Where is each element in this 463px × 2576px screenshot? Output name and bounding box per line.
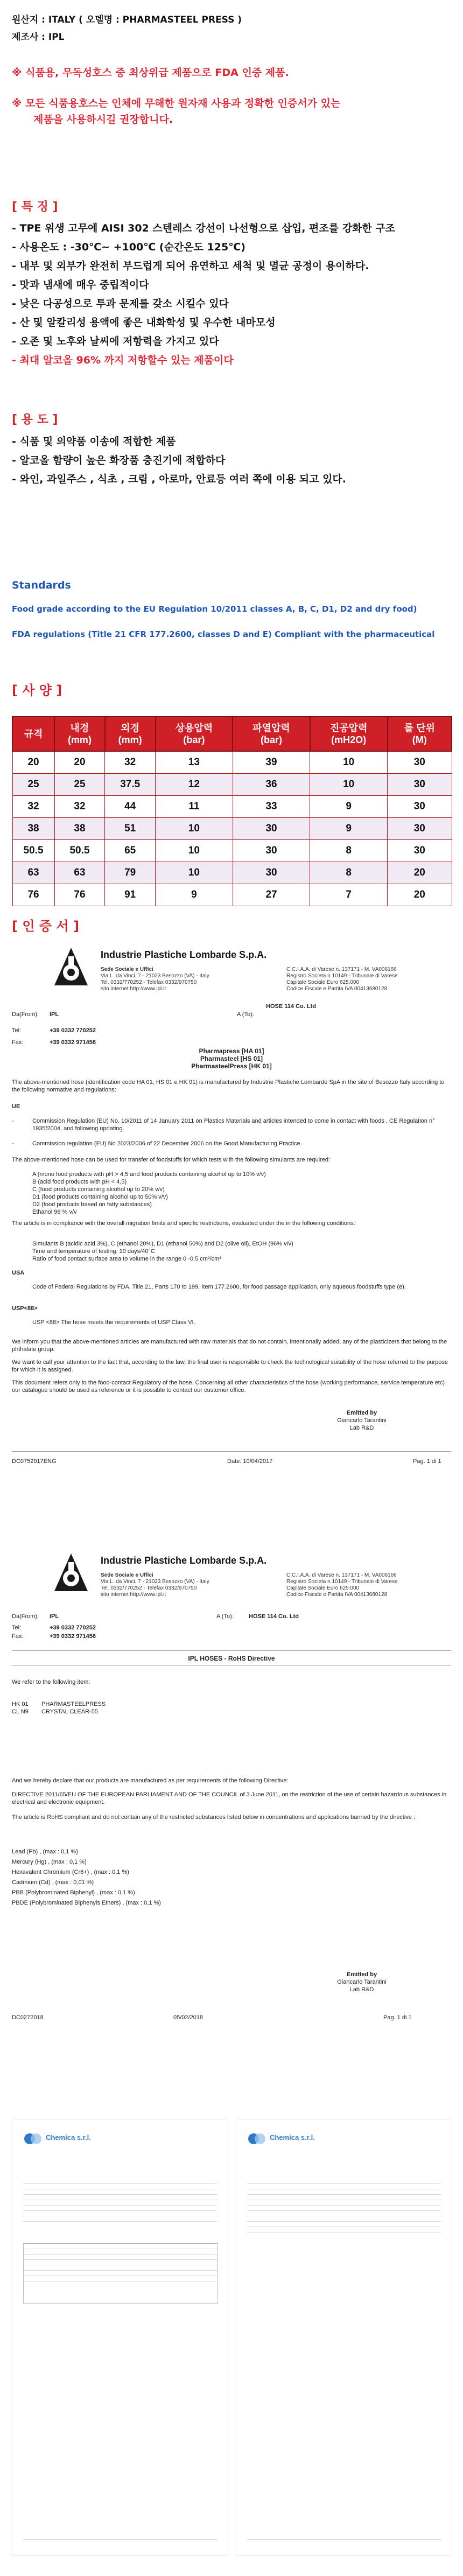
item-row: CL N9 CRYSTAL CLEAR-55	[12, 1709, 98, 1715]
feature-item: - 오존 및 노후와 날씨에 저항력을 가지고 있다	[12, 335, 219, 347]
spec-row	[12, 796, 452, 818]
spec-header-cell: 외경 (mm)	[105, 717, 156, 751]
ue-item-2: - Commission regulation (EU) No 2023/2006 of 22 December 2006 on the Good Manufacturing Practice.	[12, 1140, 302, 1147]
spec-cell: 7	[310, 884, 388, 906]
product-list: Pharmapress [HA 01] Pharmasteel [HS 01] PharmasteelPress [HK 01]	[191, 1047, 272, 1070]
use-item: - 알코올 함량이 높은 화장품 충진기에 적합하다	[12, 454, 226, 466]
spec-cell: 8	[310, 840, 388, 862]
tel-value: +39 0332 770252	[50, 1625, 96, 1631]
spec-cell: 30	[233, 840, 310, 862]
spec-cell: 10	[156, 818, 233, 840]
spec-cell: 37.5	[105, 774, 156, 796]
spec-row	[12, 840, 452, 862]
inform-text-2: We want to call your attention to the fact that, according to the law, the final user is responsible to check the technological suitability of the hose referred to the purpose for which it is assigned.	[12, 1359, 448, 1373]
spec-cell: 32	[12, 796, 54, 818]
spec-cell: 20	[388, 862, 452, 884]
spec-header-cell: 롤 단위 (M)	[388, 717, 452, 751]
simulant-list: A (mono food products with pH > 4,5 and food products containing alcohol up to 10% v/v) B (acid food products with pH < 4,5) C (food products containing alcohol up to 20% v/v) D1 (food products containing alcohol up to 50% v/v) D2 (food products based on fatty substances) Ethanol 96 % v/v	[32, 1171, 266, 1215]
usa-heading: USA	[12, 1270, 25, 1276]
doc-page: Pag. 1 di 1	[413, 1458, 441, 1465]
spec-cell: 32	[105, 751, 156, 774]
spec-cell: 13	[156, 751, 233, 774]
spec-cell: 36	[233, 774, 310, 796]
signature-block: Emitted by Giancarlo Tarantini Lab R&D	[337, 1410, 387, 1431]
spec-cell: 30	[233, 862, 310, 884]
spec-cell: 10	[156, 862, 233, 884]
to-value: HOSE 114 Co. Ltd	[249, 1613, 299, 1620]
spec-cell: 76	[12, 884, 54, 906]
spec-cell: 32	[54, 796, 105, 818]
spec-cell: 9	[310, 818, 388, 840]
spec-cell: 50.5	[54, 840, 105, 862]
refer-text: We refer to the following item:	[12, 1679, 90, 1685]
standards-line-2: FDA regulations (Title 21 CFR 177.2600, classes D and E) Compliant with the pharmaceutical	[12, 629, 435, 639]
certs-title: [ 인 증 서 ]	[12, 919, 79, 934]
lab-certificate-left	[12, 2119, 228, 2556]
features-list	[12, 219, 395, 370]
fax-label: Fax:	[12, 1039, 24, 1046]
certificate-rohs	[12, 1551, 451, 2095]
spec-cell: 33	[233, 796, 310, 818]
chemica-name: Chemica s.r.l.	[270, 2133, 315, 2141]
doc-ref: DC0752017ENG	[12, 1458, 57, 1465]
use-item: - 식품 및 의약품 이송에 적합한 제품	[12, 436, 176, 447]
ipl-logo	[52, 1552, 90, 1595]
ue-heading: UE	[12, 1103, 20, 1110]
spec-cell: 39	[233, 751, 310, 774]
spec-cell: 11	[156, 796, 233, 818]
from-value: IPL	[50, 1613, 59, 1620]
to-label: A (To):	[216, 1613, 234, 1620]
doc-date: 05/02/2018	[173, 2014, 204, 2021]
spec-cell: 65	[105, 840, 156, 862]
uses-list	[12, 432, 346, 489]
fax-label: Fax:	[12, 1633, 24, 1640]
spec-table	[12, 716, 452, 906]
spec-cell: 9	[310, 796, 388, 818]
spec-cell: 63	[54, 862, 105, 884]
company-name: Industrie Plastiche Lombarde S.p.A.	[101, 949, 267, 960]
spec-row	[12, 751, 452, 774]
spec-cell: 30	[388, 796, 452, 818]
spec-cell: 20	[54, 751, 105, 774]
spec-row	[12, 862, 452, 884]
inform-text-3: This document refers only to the food-contact Regulatory of the hose. Concerning all other characteristics of the hose (working performance, service temperature etc) our catalogue should be used as reference or it is possible to contact our customer office.	[12, 1380, 445, 1394]
spec-cell: 10	[310, 751, 388, 774]
warning-line-1: ※ 식품용, 무독성호스 중 최상위급 제품으로 FDA 인증 제품.	[12, 67, 289, 79]
fax-value: +39 0332 971456	[50, 1633, 96, 1640]
features-title: [ 특 징 ]	[12, 200, 58, 214]
spec-cell: 79	[105, 862, 156, 884]
food-intro: The above-mentioned hose can be used for transfer of foodstuffs for which tests with the following simulants are required:	[12, 1157, 331, 1163]
spec-cell: 50.5	[12, 840, 54, 862]
spec-cell: 10	[156, 840, 233, 862]
declare-text: And we hereby declare that our products are manufactured as per requirements of the following Directive:	[12, 1777, 289, 1784]
inform-text-1: We inform you that the above-mentioned articles are manufactured with raw materials that do not contain, intentionally added, any of the plasticizers that belong to the phthalate group.	[12, 1339, 447, 1353]
spec-cell: 91	[105, 884, 156, 906]
origin-text: 원산지 : ITALY ( 오델명 : PHARMASTEEL PRESS )	[12, 15, 242, 25]
spec-header-cell: 규격	[12, 717, 54, 751]
feature-item: - 산 및 알칼리성 용액에 좋은 내화학성 및 우수한 내마모성	[12, 317, 276, 328]
company-office: Sede Sociale e Uffici Via L. da Vinci, 7 - 21023 Besozzo (VA) - Italy Tel. 0332/770252 - Telefax 0332/970750 sito internet http://www.ipl.it	[101, 967, 209, 992]
item-row: HK 01 PHARMASTEELPRESS	[12, 1701, 106, 1707]
feature-item: - 맛과 냄새에 매우 중립적이다	[12, 279, 149, 291]
spec-cell: 38	[54, 818, 105, 840]
tel-label: Tel:	[12, 1027, 22, 1034]
footer-divider	[12, 1451, 451, 1452]
compliance-text: The article is in compliance with the overall migration limits and specific restrictions, evaluated under the in the following conditions:	[12, 1220, 355, 1227]
intro-text: The above-mentioned hose (identification code HA 01, HS 01 e HK 01) is manufactured by Industrie Plastiche Lombarde SpA in the site of Besozzo Italy according to the following normative and regulations:	[12, 1079, 445, 1093]
spec-cell: 51	[105, 818, 156, 840]
company-name: Industrie Plastiche Lombarde S.p.A.	[101, 1555, 267, 1566]
rohs-subject: IPL HOSES - RoHS Directive	[188, 1655, 275, 1662]
spec-cell: 9	[156, 884, 233, 906]
spec-row	[12, 818, 452, 840]
uses-title: [ 용 도 ]	[12, 413, 58, 426]
standards-line-1: Food grade according to the EU Regulation 10/2011 classes A, B, C, D1, D2 and dry food)	[12, 604, 417, 614]
directive-text: DIRECTIVE 2011/65/EU OF THE EUROPEAN PARLIAMENT AND OF THE COUNCIL of 3 June 2011, on the restriction of the use of certain hazardous substances in electrical and electronic equipment.	[12, 1791, 447, 1805]
spec-cell: 25	[12, 774, 54, 796]
spec-cell: 20	[388, 884, 452, 906]
spec-cell: 76	[54, 884, 105, 906]
spec-cell: 27	[233, 884, 310, 906]
rohs-text: The article is RoHS compliant and do not contain any of the restricted substances listed below in concentrations and applications banned by the directive :	[12, 1814, 416, 1821]
to-label: A (To):	[237, 1011, 254, 1018]
spec-header-cell: 파열압력 (bar)	[233, 717, 310, 751]
feature-item: - 사용온도 : -30℃~ +100℃ (순간온도 125℃)	[12, 241, 245, 253]
chemica-logo-icon	[247, 2131, 266, 2146]
spec-header-cell: 내경 (mm)	[54, 717, 105, 751]
feature-highlight: - 최대 알코올 96% 까지 저항할수 있는 제품이다	[12, 354, 234, 366]
use-item: - 와인, 과일주스 , 식초 , 크림 , 아로마, 안료등 여러 쪽에 이용 되고 있다.	[12, 473, 347, 485]
feature-item: - TPE 위생 고무에 AISI 302 스텐레스 강선이 나선형으로 삽입, 편조를 강화한 구조	[12, 222, 396, 234]
doc-date: Date: 10/04/2017	[227, 1458, 273, 1465]
spec-row	[12, 774, 452, 796]
fax-value: +39 0332 971456	[50, 1039, 96, 1046]
company-office: Sede Sociale e Uffici Via L. da Vinci, 7 - 21023 Besozzo (VA) - Italy Tel. 0332/770252 - Telefax 0332/970750 sito internet http://www.ipl.it	[101, 1572, 209, 1598]
substance-list: Lead (Pb) , (max : 0,1 %) Mercury (Hg) , (max : 0,1 %) Hexavalent Chromium (Cr6+) , (max : 0,1 %) Cadmium (Cd) , (max : 0,01 %) PBB (Polybrominated Biphenyl) , (max : 0,1 %) PBDE (Polybrominated Biphenyls Ethers) , (max : 0,1 %)	[12, 1849, 161, 1906]
spec-cell: 12	[156, 774, 233, 796]
spec-cell: 30	[388, 774, 452, 796]
spec-header-cell: 진공압력 (mH2O)	[310, 717, 388, 751]
conditions-list: Simulants B (acidic acid 3%), C (ethanol 20%), D1 (ethanol 50%) and D2 (olive oil), EtOH (96% v/v) Time and temperature of testing: 10 days/40°C Ratio of food contact surface area to volume in the range 0 -0.5 cm²/cm³	[32, 1241, 293, 1262]
spec-cell: 38	[12, 818, 54, 840]
spec-cell: 30	[388, 840, 452, 862]
mini-table	[23, 2179, 217, 2222]
usa-text: Code of Federal Regulations by FDA, Title 21, Parts 170 to 199, Item 177.2600, for food passage application, only aqueous foodstuffs type (e).	[32, 1284, 406, 1290]
certificate-food	[12, 945, 451, 1489]
spec-cell: 8	[310, 862, 388, 884]
from-label: Da(From):	[12, 1613, 39, 1620]
mini-results-table	[23, 2243, 218, 2304]
chemica-name: Chemica s.r.l.	[46, 2133, 91, 2141]
feature-item: - 내부 및 외부가 완전히 부드럽게 되어 유연하고 세척 및 멸균 공정이 용이하다.	[12, 260, 369, 272]
ue-item-1: - Commission Regulation (EU) No. 10/2011 of 14 January 2011 on Plastics Materials and articles intended to come in contact with foods , CE Regulation n° 1935/2004, and following updating.	[12, 1118, 435, 1132]
standards-title: Standards	[12, 579, 71, 591]
to-value: HOSE 114 Co. Ltd	[266, 1003, 316, 1010]
warning-line-3: 제품을 사용하시길 권장합니다.	[33, 114, 173, 125]
company-registration: C.C.I.A.A. di Varese n. 137171 - M. VA006166 Registro Societa n 10149 - Tribunale di Varese Capitale Sociale Euro 625.000 Codice Fiscale e Partita IVA 00413680128	[286, 967, 398, 992]
spec-cell: 25	[54, 774, 105, 796]
usp-text: USP <88> The hose meets the requirements of USP Class VI.	[32, 1319, 195, 1326]
chemica-logo-icon	[23, 2131, 43, 2146]
doc-page: Pag. 1 di 1	[383, 2014, 412, 2021]
doc-ref: DC0272018	[12, 2014, 44, 2021]
ipl-logo	[52, 947, 90, 990]
spec-header-cell: 상용압력 (bar)	[156, 717, 233, 751]
spec-cell: 20	[12, 751, 54, 774]
tel-label: Tel:	[12, 1625, 22, 1631]
spec-cell: 10	[310, 774, 388, 796]
from-value: IPL	[50, 1011, 59, 1018]
signature-block: Emitted by Giancarlo Tarantini Lab R&D	[337, 1971, 387, 1993]
spec-cell: 30	[233, 818, 310, 840]
maker-text: 제조사 : IPL	[12, 32, 65, 43]
usp-heading: USP<88>	[12, 1305, 38, 1312]
spec-row	[12, 884, 452, 906]
spec-title: [ 사 양 ]	[12, 683, 62, 698]
lab-certificate-right	[236, 2119, 452, 2556]
spec-cell: 44	[105, 796, 156, 818]
tel-value: +39 0332 770252	[50, 1027, 96, 1034]
spec-cell: 63	[12, 862, 54, 884]
spec-cell: 30	[388, 818, 452, 840]
company-registration: C.C.I.A.A. di Varese n. 137171 - M. VA006166 Registro Societa n 10149 - Tribunale di Varese Capitale Sociale Euro 625.000 Codice Fiscale e Partita IVA 00413680128	[286, 1572, 398, 1598]
from-label: Da(From):	[12, 1011, 39, 1018]
feature-item: - 낮은 다공성으로 투과 문제를 갖소 시킬수 있다	[12, 298, 229, 310]
mini-text-block	[247, 2179, 441, 2232]
warning-line-2: ※ 모든 식품용호스는 인체에 무해한 원자재 사용과 정확한 인증서가 있는	[12, 97, 341, 109]
spec-cell: 30	[388, 751, 452, 774]
